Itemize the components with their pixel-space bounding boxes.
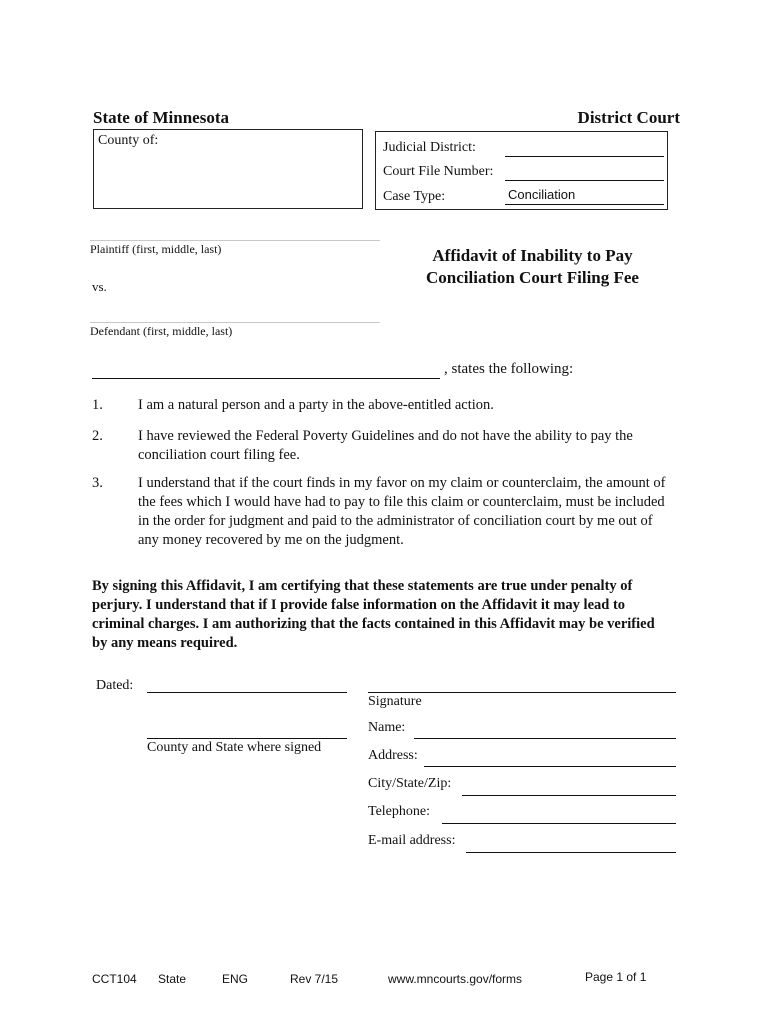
states-following-text: , states the following: (444, 361, 574, 377)
signature-field[interactable] (368, 692, 676, 693)
judicial-district-field[interactable] (505, 156, 664, 157)
signature-label: Signature (368, 694, 422, 709)
plaintiff-label: Plaintiff (first, middle, last) (90, 242, 222, 256)
footer-page-number: Page 1 of 1 (585, 970, 647, 984)
certification-text: By signing this Affidavit, I am certifying that these statements are true under penalty of perjury. I understand that if I provide false information on the Affidavit it may lead to criminal charges. I am authorizing that the facts contained in this Affidavit may be verified by any means required. (92, 578, 655, 651)
vs-label: vs. (92, 279, 107, 294)
telephone-field[interactable] (442, 823, 676, 824)
statement-1-number: 1. (92, 397, 103, 413)
city-state-zip-label: City/State/Zip: (368, 776, 452, 791)
statement-1-text: I am a natural person and a party in the above-entitled action. (138, 397, 494, 413)
court-heading: District Court (577, 108, 680, 127)
affiant-name-field[interactable] (92, 378, 440, 379)
defendant-label: Defendant (first, middle, last) (90, 324, 233, 338)
file-number-label: Court File Number: (383, 164, 494, 179)
statement-3-number: 3. (92, 475, 103, 491)
judicial-district-label: Judicial District: (383, 140, 476, 155)
form-title (395, 245, 670, 289)
footer-website[interactable]: www.mncourts.gov/forms (388, 972, 523, 986)
form-title-line1: Affidavit of Inability to Pay (432, 246, 633, 265)
county-box[interactable] (93, 129, 363, 209)
name-field[interactable] (414, 738, 676, 739)
statement-3-text: I understand that if the court finds in my favor on my claim or counterclaim, the amount of the fees which I would have had to pay to file this claim or counterclaim, must be included in the order for judgment and paid to the administrator of conciliation court by me out of any money recovered by me on the judgment. (138, 475, 666, 548)
telephone-label: Telephone: (368, 804, 430, 819)
footer-scope: State (158, 972, 187, 986)
email-field[interactable] (466, 852, 676, 853)
case-type-label: Case Type: (383, 189, 446, 204)
address-field[interactable] (424, 766, 676, 767)
defendant-field[interactable] (90, 322, 380, 323)
county-state-label: County and State where signed (147, 740, 322, 755)
case-type-value[interactable]: Conciliation (508, 187, 576, 202)
name-label: Name: (368, 720, 406, 735)
court-info-box (375, 131, 668, 210)
file-number-field[interactable] (505, 180, 664, 181)
form-title-line2: Conciliation Court Filing Fee (426, 268, 639, 287)
statement-2-text: I have reviewed the Federal Poverty Guidelines and do not have the ability to pay the conciliation court filing fee. (138, 428, 633, 463)
address-label: Address: (368, 748, 418, 763)
statement-2-number: 2. (92, 428, 103, 444)
plaintiff-field[interactable] (90, 240, 380, 241)
dated-field[interactable] (147, 692, 347, 693)
email-label: E-mail address: (368, 833, 456, 848)
footer-form-code: CCT104 (92, 972, 137, 986)
footer-language: ENG (222, 972, 249, 986)
case-type-field[interactable] (505, 204, 664, 205)
city-state-zip-field[interactable] (462, 795, 676, 796)
county-label: County of: (98, 133, 159, 148)
dated-label: Dated: (96, 678, 134, 693)
county-state-field[interactable] (147, 738, 347, 739)
state-heading: State of Minnesota (93, 108, 229, 127)
footer-revision: Rev 7/15 (290, 972, 339, 986)
